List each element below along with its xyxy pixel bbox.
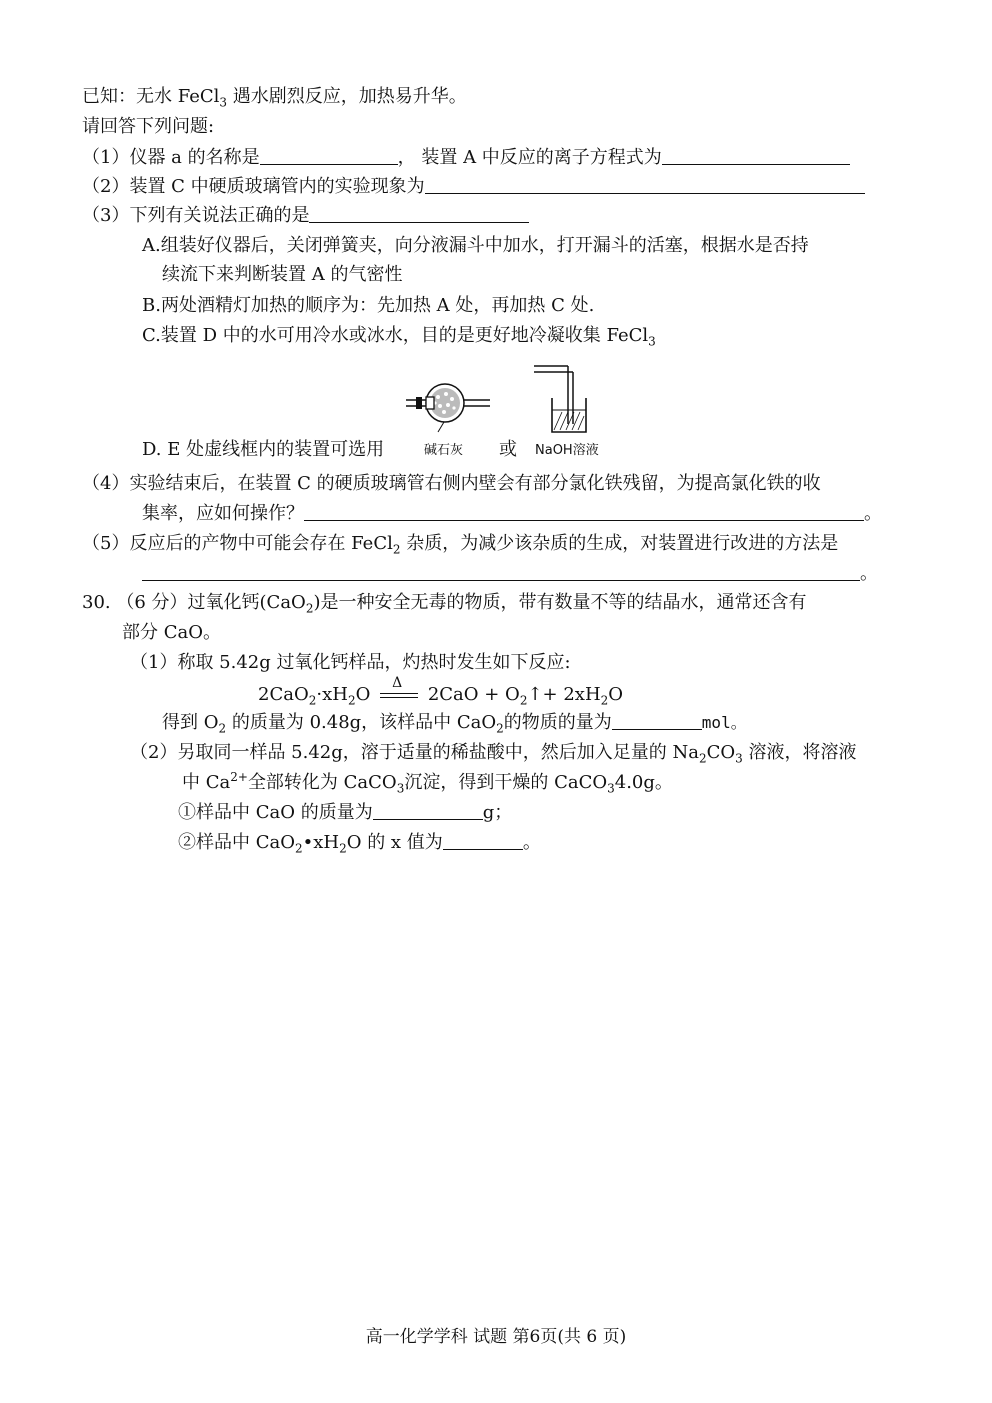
part-2-line1: （2）另取同一样品 5.42g，溶于适量的稀盐酸中，然后加入足量的 $Na_2CO_3$ 溶液，将溶液 (130, 742, 857, 766)
part-1-result: 得到 $O_2$ 的质量为 0.48g，该样品中 CaO$_2$的物质的量为 mol。 (162, 712, 747, 736)
naoh-solution-label: NaOH溶液 (535, 443, 599, 458)
page-footer: 高一化学学科 试题 第6页(共 6 页) (365, 1327, 627, 1347)
answer-blank-30-2a[interactable] (373, 801, 483, 820)
question-5-line1: （5）反应后的产物中可能会存在 FeCl$_2$ 杂质，为减少该杂质的生成，对装置进行改进的方法是 (82, 533, 839, 557)
option-c: C.装置 D 中的水可用冷水或冰水，目的是更好地冷凝收集 FeCl$_3$ (142, 325, 656, 349)
answer-blank-5[interactable] (142, 562, 860, 581)
answer-blank-4[interactable] (304, 502, 864, 521)
part-1: （1）称取 5.42g 过氧化钙样品，灼热时发生如下反应: (130, 652, 571, 673)
question-30-line1: 30. （6 分）过氧化钙(CaO$_2$)是一种安全无毒的物质，带有数量不等的结晶水，通常还含有 (82, 592, 807, 616)
answer-blank-1b[interactable] (662, 146, 850, 165)
option-a-line1: A.组装好仪器后，关闭弹簧夹，向分液漏斗中加水，打开漏斗的活塞，根据水是否持 (142, 235, 809, 256)
answer-blank-2[interactable] (425, 175, 865, 194)
soda-lime-label: 碱石灰 (424, 443, 464, 458)
question-30-line2: 部分 CaO。 (122, 622, 221, 643)
heating-arrow (376, 675, 422, 702)
answer-blank-30-1[interactable] (612, 711, 702, 730)
answer-blank-1a[interactable] (260, 146, 398, 165)
sub-question-1: ①样品中 CaO 的质量为 g； (178, 802, 513, 823)
beaker-diagram (530, 362, 590, 438)
option-a-line2: 续流下来判断装置 A 的气密性 (162, 264, 403, 285)
sub-question-2: ②样品中 $CaO_2•xH_2O$ 的 x 值为 。 (178, 832, 541, 856)
answer-blank-30-2b[interactable] (443, 831, 523, 850)
question-3: （3）下列有关说法正确的是 (82, 203, 529, 231)
drying-tube-diagram (402, 375, 496, 437)
part-2-line2: 中 $Ca^{2+}$全部转化为 CaCO$_3$沉淀，得到干燥的 CaCO$_3$4.0g。 (182, 770, 673, 796)
known-line: 已知：无水 FeCl$_3$ 遇水剧烈反应，加热易升华。 (82, 86, 467, 110)
option-d: D. E 处虚线框内的装置可选用 (142, 439, 385, 460)
question-4-line1: （4）实验结束后，在装置 C 的硬质玻璃管右侧内壁会有部分氯化铁残留，为提高氯化铁的收 (82, 473, 821, 494)
question-2: （2）装置 C 中硬质玻璃管内的实验现象为 (82, 174, 865, 202)
or-label: 或 (499, 439, 517, 460)
question-4-line2: 集率，应如何操作？ 。 (142, 503, 882, 524)
reaction-equation: $2CaO_2\cdot xH_2O$ Δ $2CaO + O_2↑+ 2xH_2O$ (258, 682, 623, 710)
answer-blank-3[interactable] (309, 204, 529, 223)
answer-prompt: 请回答下列问题: (82, 116, 215, 137)
option-b: B.两处酒精灯加热的顺序为：先加热 A 处，再加热 C 处. (142, 295, 595, 316)
question-5-line2: 。 (142, 561, 878, 589)
delta-symbol: Δ (392, 675, 403, 691)
question-1: （1）仪器 a 的名称是 ， 装置 A 中反应的离子方程式为 (82, 145, 850, 173)
